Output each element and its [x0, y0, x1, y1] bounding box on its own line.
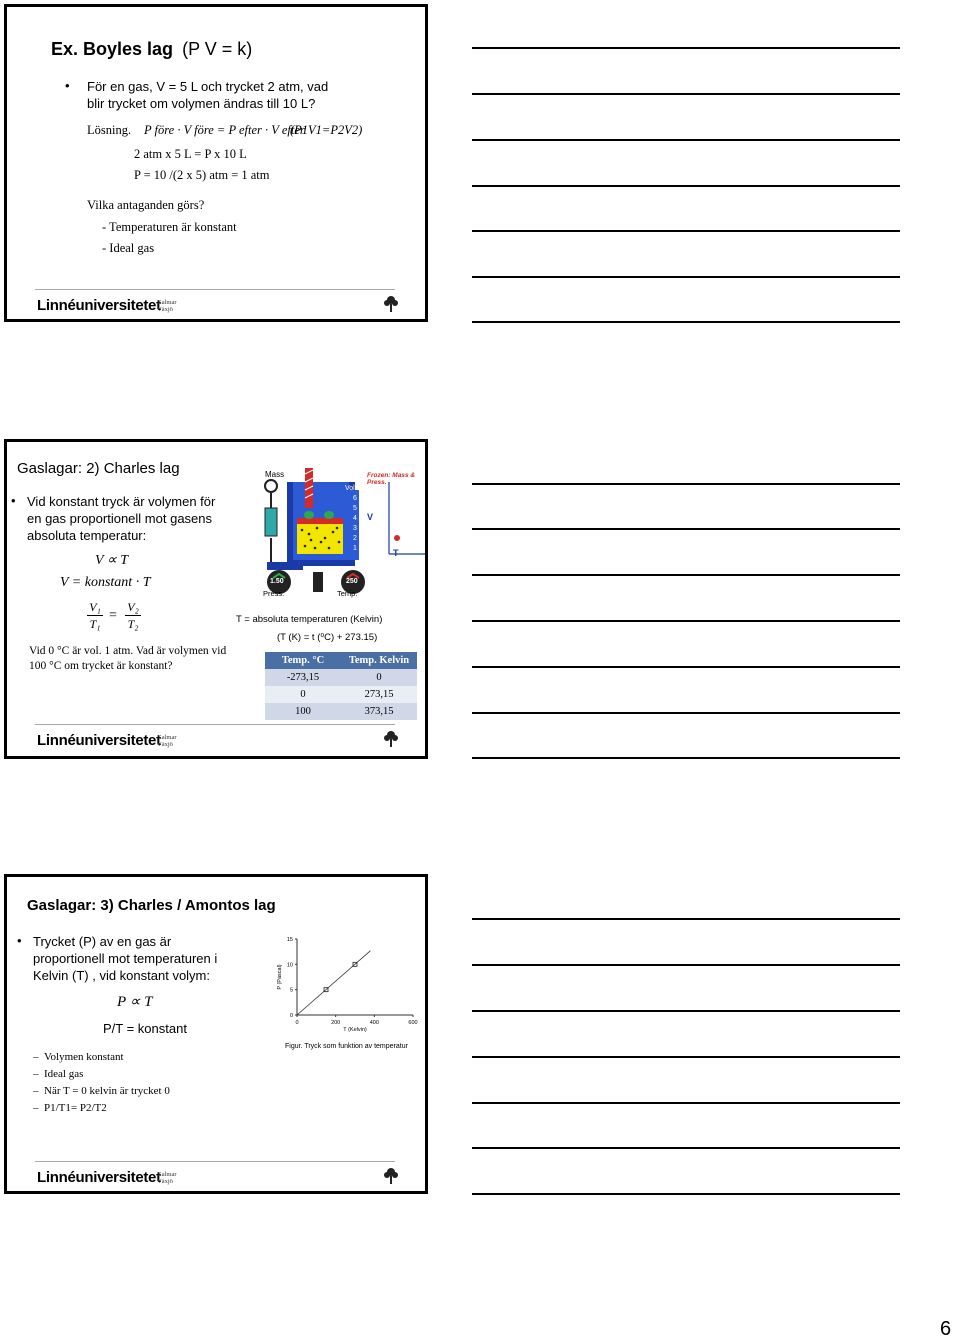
list-item: – P1/T1= P2/T2 [33, 1102, 107, 1114]
frozen-label: Frozen: Mass & Press. [367, 472, 416, 486]
table-row [265, 703, 417, 720]
graph-v-label: V [367, 512, 374, 522]
table-cell: 273,15 [341, 686, 417, 703]
x-tick-label: 200 [331, 1020, 341, 1026]
page-number: 6 [940, 1318, 952, 1340]
tree-icon [383, 295, 399, 313]
note-line [472, 185, 900, 187]
y-axis-label: P (Pascal) [277, 964, 283, 990]
assumption-item: - Temperaturen är konstant [102, 220, 237, 234]
trend-line [297, 951, 370, 1015]
table-cell: 100 [265, 703, 341, 720]
ratio-v2: V₂ [125, 600, 141, 616]
question-text: Vilka antaganden görs? [87, 198, 205, 212]
table-header: Temp. °C [265, 652, 341, 669]
bullet-line: blir trycket om volymen ändras till 10 L? [87, 96, 316, 111]
note-line [472, 1056, 900, 1058]
slide-title: Gaslagar: 3) Charles / Amontos lag [27, 897, 276, 914]
university-logo: Linnéuniversitetet [37, 1169, 161, 1186]
slide-boyles-law [4, 4, 428, 322]
note-line [472, 620, 900, 622]
x-axis-label: T (Kelvin) [343, 1027, 367, 1033]
calc-line: 2 atm x 5 L = P x 10 L [134, 147, 247, 161]
title-formula: (P V = k) [182, 39, 253, 59]
note-line [472, 1147, 900, 1149]
bullet-marker: • [11, 493, 16, 508]
figure-caption: Figur. Tryck som funktion av temperatur [285, 1043, 408, 1050]
table-header-row [265, 652, 417, 669]
table-cell: 0 [341, 669, 417, 686]
slide-title: Gaslagar: 2) Charles lag [17, 460, 180, 477]
bullet-line: absoluta temperatur: [27, 528, 147, 543]
table-header: Temp. Kelvin [341, 652, 417, 669]
volume-scale: 6 5 4 3 2 1 [353, 495, 357, 552]
general-equation: (P1V1=P2V2) [290, 123, 363, 137]
footer-divider [35, 289, 395, 290]
calc-line: P = 10 /(2 x 5) atm = 1 atm [134, 168, 270, 182]
bullet-text [33, 933, 217, 984]
charles-formula: V = konstant · T [60, 575, 151, 590]
bullet-line: proportionell mot temperaturen i [33, 951, 218, 966]
footer-divider [35, 724, 395, 725]
note-line [472, 483, 900, 485]
table-cell: 373,15 [341, 703, 417, 720]
table-row [265, 686, 417, 703]
bullet-text [27, 493, 215, 544]
pressure-value: 1.50 [270, 578, 284, 585]
ratio-equals: = [109, 608, 117, 623]
bullet-line: en gas proportionell mot gasens [27, 511, 213, 526]
ratio-v1: V₁ [87, 600, 103, 616]
bullet-line: Vid konstant tryck är volymen för [27, 494, 216, 509]
bullet-line: Trycket (P) av en gas är [33, 934, 172, 949]
list-item: – När T = 0 kelvin är trycket 0 [33, 1085, 170, 1097]
bullet-line: Kelvin (T) , vid konstant volym: [33, 968, 210, 983]
note-line [472, 1010, 900, 1012]
note-line [472, 276, 900, 278]
proportionality-formula: P ∝ T [117, 994, 153, 1010]
table-row [265, 669, 417, 686]
title-text: Ex. Boyles lag [51, 39, 174, 59]
ratio-t2: T₂ [127, 617, 139, 631]
y-tick-label: 15 [286, 937, 293, 943]
table-cell: 0 [265, 686, 341, 703]
y-tick-label: 5 [289, 987, 293, 994]
logo-campus: Kalmar Växjö [157, 299, 177, 313]
note-line [472, 757, 900, 759]
tree-icon [383, 1167, 399, 1185]
university-logo: Linnéuniversitetet [37, 732, 161, 749]
slide-charles-law [4, 439, 428, 759]
gas-simulation [257, 468, 428, 598]
pressure-label: Press. [263, 589, 285, 598]
list-item: – Ideal gas [33, 1068, 84, 1080]
bullet-text [87, 78, 328, 112]
bullet-marker: • [65, 78, 70, 93]
note-line [472, 139, 900, 141]
note-line [472, 1102, 900, 1104]
note-line [472, 666, 900, 668]
kelvin-conversion: (T (K) = t (⁰C) + 273.15) [277, 632, 378, 643]
list-item: – Volymen konstant [33, 1051, 124, 1063]
slide-amontons-law [4, 874, 428, 1194]
note-line [472, 47, 900, 49]
footer-divider [35, 1161, 395, 1162]
x-tick-label: 0 [295, 1020, 299, 1026]
condition-list [33, 1049, 170, 1117]
note-line [472, 230, 900, 232]
note-line [472, 574, 900, 576]
proportionality-formula: V ∝ T [95, 553, 129, 568]
logo-campus: Kalmar Växjö [157, 734, 177, 748]
y-tick-label: 10 [286, 962, 293, 969]
mass-label: Mass [265, 470, 285, 479]
temperature-value: 250 [346, 578, 358, 585]
pressure-temperature-chart [271, 933, 421, 1049]
temperature-label: Temp. [337, 589, 358, 598]
x-tick-label: 400 [369, 1020, 379, 1026]
note-line [472, 712, 900, 714]
note-line [472, 918, 900, 920]
note-line [472, 964, 900, 966]
note-line [472, 1193, 900, 1195]
pt-constant-formula: P/T = konstant [103, 1021, 187, 1036]
university-logo: Linnéuniversitetet [37, 297, 161, 314]
solution-equation: P före · V före = P efter · V efter [144, 123, 305, 137]
question-text [29, 644, 226, 674]
solution-label: Lösning. [87, 123, 132, 137]
volume-label: Vol. [345, 485, 357, 492]
bullet-marker: • [17, 933, 22, 948]
logo-campus: Kalmar Växjö [157, 1171, 177, 1185]
ratio-t1: T₁ [89, 617, 101, 631]
bullet-line: För en gas, V = 5 L och trycket 2 atm, vad [87, 79, 329, 94]
note-line [472, 528, 900, 530]
assumption-item: - Ideal gas [102, 241, 155, 255]
note-line [472, 93, 900, 95]
graph-t-label: T [393, 548, 399, 558]
kelvin-note: T = absoluta temperaturen (Kelvin) [236, 614, 383, 625]
y-tick-label: 0 [289, 1013, 293, 1019]
tree-icon [383, 730, 399, 748]
note-line [472, 321, 900, 323]
table-cell: -273,15 [265, 669, 341, 686]
question-line: Vid 0 °C är vol. 1 atm. Vad är volymen vid [29, 645, 227, 657]
temperature-table [265, 652, 417, 720]
question-line: 100 °C om trycket är konstant? [29, 660, 173, 672]
x-tick-label: 600 [408, 1020, 418, 1026]
slide-title [51, 39, 252, 60]
